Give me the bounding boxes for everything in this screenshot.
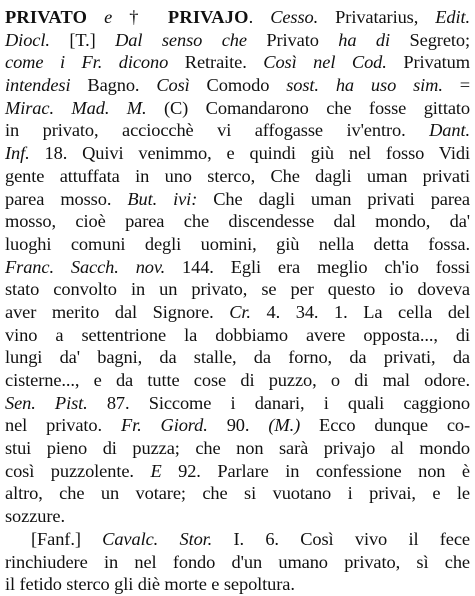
text-line-23 <box>5 505 470 528</box>
italic-run: But. ivi: <box>127 188 198 209</box>
italic-run: Sen. Pist. <box>5 392 88 413</box>
text-run: † <box>129 7 168 27</box>
italic-run: Cr. <box>229 301 251 322</box>
italic-run: Fr. Giord. <box>120 415 208 436</box>
italic-run: E <box>150 460 162 481</box>
text-run: I. 6. Così vivo il fece <box>212 528 470 549</box>
text-run: 18. Quivi venimmo, e quindi giù nel fosso Vidi <box>29 143 470 164</box>
italic-run: Dant. <box>429 120 470 141</box>
text-line-8 <box>5 165 470 188</box>
text-line-19 <box>5 414 470 437</box>
text-line-13 <box>5 278 470 301</box>
dictionary-entry-privato <box>5 6 470 596</box>
text-line-14 <box>5 301 470 324</box>
text-run: . <box>248 7 271 27</box>
text-run: lungi da' bagni, da stalle, da forno, da privati, da <box>5 347 470 368</box>
italic-run: Cavalc. Stor. <box>102 528 213 549</box>
text-run: sozzure. <box>5 506 65 527</box>
italic-run: ha di <box>338 29 391 50</box>
text-run: = <box>442 75 470 96</box>
text-run: 92. Parlare in confessione non è <box>161 460 470 481</box>
text-run: nel privato. <box>5 415 121 436</box>
text-run: Segreto; <box>390 29 470 50</box>
italic-run: intendesi <box>5 75 71 96</box>
text-run: Retraite. <box>168 52 264 73</box>
italic-run: Mirac. Mad. M. <box>5 97 147 118</box>
text-run: così puzzolente. <box>5 460 151 481</box>
text-run: Bagno. <box>70 75 157 96</box>
text-run: Ecco dunque co- <box>300 415 471 436</box>
italic-run: e <box>87 7 130 27</box>
text-run: cisterne..., e da tutte cose di puzzo, o di mal odore. <box>5 370 470 390</box>
text-line-20 <box>5 437 470 460</box>
text-run: Privatarius, <box>318 7 436 27</box>
text-run: 90. <box>207 415 269 436</box>
text-line-7 <box>5 142 470 165</box>
italic-run: Inf. <box>5 143 30 164</box>
italic-run: Dal senso che <box>115 29 247 50</box>
italic-run: Diocl. <box>5 29 50 50</box>
text-run: in privato, acciocchè vi affogasse iv'entro. <box>5 120 430 141</box>
text-line-26 <box>5 573 470 596</box>
text-line-12 <box>5 256 470 279</box>
text-line-6 <box>5 119 470 142</box>
italic-run: Franc. Sacch. nov. <box>5 256 166 277</box>
text-line-4 <box>5 74 470 97</box>
headword: PRIVAJO <box>167 7 249 27</box>
text-line-3 <box>5 51 470 74</box>
text-run: altro, che un votare; che si vuotano i privai, e le <box>5 483 470 504</box>
text-line-2 <box>5 29 470 52</box>
text-line-18 <box>5 392 470 415</box>
text-line-17 <box>5 369 470 392</box>
text-run: rinchiudere in nel fondo d'un umano privato, sì che <box>5 551 470 572</box>
text-run: Privato <box>246 29 339 50</box>
text-line-9 <box>5 188 470 211</box>
text-run: Privatum <box>386 52 470 73</box>
italic-run: Così nel Cod. <box>263 52 387 73</box>
italic-run: Così <box>156 75 190 96</box>
text-run: stato convolto in un privato, se per questo io doveva <box>5 279 470 300</box>
text-line-10 <box>5 210 470 233</box>
text-run: 87. Siccome i danari, i quali caggiono <box>87 392 470 413</box>
text-line-16 <box>5 346 470 369</box>
text-run: [T.] <box>49 29 116 50</box>
italic-run: sost. ha uso sim. <box>286 75 443 96</box>
text-run: mosso, cioè parea che discendesse dal mondo, da' <box>5 211 470 232</box>
text-run: 4. 34. 1. La cella del <box>250 301 470 322</box>
dictionary-entry-page <box>5 6 471 595</box>
text-run: (C) Comandarono che fosse gittato <box>146 97 470 118</box>
text-line-11 <box>5 233 470 256</box>
text-run: parea mosso. <box>5 188 128 209</box>
italic-run: (M.) <box>268 415 301 436</box>
text-line-5 <box>5 97 470 120</box>
italic-run: Cesso. <box>270 7 319 27</box>
text-run: [Fanf.] <box>31 528 103 549</box>
text-run: Comodo <box>189 75 287 96</box>
text-line-15 <box>5 324 470 347</box>
text-line-21 <box>5 460 470 483</box>
italic-run: Edit. <box>435 7 471 27</box>
text-run: vino a settentrione la dobbiamo avere opposta..., di <box>5 324 470 345</box>
text-run: il fetido sterco gli diè morte e sepoltura. <box>5 574 295 595</box>
text-line-1 <box>5 6 470 29</box>
headword: PRIVATO <box>5 7 88 27</box>
text-run: 144. Egli era meglio ch'io fossi <box>165 256 471 277</box>
text-run: Che dagli uman privati parea <box>197 188 470 209</box>
text-run: aver merito dal Signore. <box>5 301 230 322</box>
text-run: gente attuffata in uno sterco, Che dagli uman privati <box>5 165 470 186</box>
italic-run: come i Fr. dicono <box>5 52 169 73</box>
text-line-22 <box>5 482 470 505</box>
text-run: stui pieno di puzza; che non sarà privajo al mondo <box>5 438 470 459</box>
text-line-24 <box>5 528 470 551</box>
text-run: luoghi comuni degli uomini, giù nella detta fossa. <box>5 233 470 254</box>
